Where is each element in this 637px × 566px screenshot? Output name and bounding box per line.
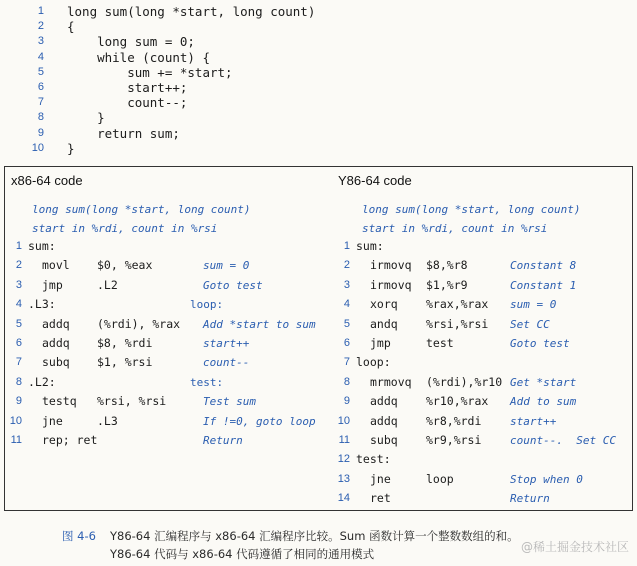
asm-instruction: rep; ret — [42, 433, 98, 447]
source-line — [0, 65, 637, 80]
asm-operands: (%rdi), %rax — [97, 316, 181, 331]
line-number: 5 — [343, 317, 350, 330]
asm-operands: .L2 — [97, 277, 118, 292]
x86-code-row — [6, 278, 326, 293]
line-number: 8 — [15, 375, 22, 388]
asm-instruction: addq — [42, 316, 70, 331]
asm-comment: Add to sum — [510, 395, 577, 409]
asm-operands: $0, %eax — [97, 258, 153, 273]
y86-signature-line1: long sum(long *start, long count) — [362, 203, 581, 216]
source-line — [0, 126, 637, 141]
asm-operands: $1, %rsi — [97, 355, 153, 370]
line-number: 2 — [37, 20, 44, 33]
source-line — [0, 34, 637, 49]
source-text: long sum = 0; — [67, 34, 195, 50]
line-number: 8 — [37, 111, 44, 124]
source-text: long sum(long *start, long count) — [67, 4, 316, 19]
source-text: } — [67, 140, 75, 156]
asm-operands: %rsi,%rsi — [426, 316, 489, 331]
line-number: 10 — [31, 141, 44, 154]
y86-code-row — [334, 433, 630, 448]
line-number: 4 — [15, 298, 22, 311]
asm-instruction: subq — [42, 355, 70, 370]
asm-comment: Constant 1 — [510, 278, 577, 292]
asm-comment: Goto test — [510, 337, 570, 350]
y86-code-row — [334, 297, 630, 312]
line-number: 7 — [37, 96, 44, 109]
caption-line-1: Y86-64 汇编程序与 x86-64 汇编程序比较。Sum 函数计算一个整数数组的和。 — [110, 529, 519, 543]
asm-label: loop: — [356, 355, 391, 370]
x86-code-row — [6, 297, 326, 312]
figure-label: 图 4-6 — [62, 529, 96, 543]
source-text: start++; — [67, 80, 188, 95]
x86-code-row — [6, 394, 326, 409]
line-number: 12 — [337, 453, 350, 466]
asm-operands: %r9,%rsi — [426, 433, 482, 447]
asm-operands: %r8,%rdi — [426, 413, 482, 428]
source-text: count--; — [67, 95, 188, 111]
asm-instruction: jne — [370, 471, 391, 486]
asm-comment: Return — [510, 492, 550, 506]
x86-code-row — [6, 355, 326, 370]
asm-operands: (%rdi),%r10 — [426, 374, 503, 389]
asm-instruction: addq — [370, 413, 398, 428]
asm-comment: Goto test — [203, 278, 263, 292]
asm-comment: Set CC — [510, 317, 550, 331]
line-number: 1 — [343, 240, 350, 252]
y86-code-row — [334, 317, 630, 332]
asm-instruction: movl — [42, 258, 70, 273]
line-number: 1 — [37, 5, 44, 17]
asm-comment: Get *start — [510, 375, 577, 389]
line-number: 3 — [15, 278, 22, 291]
line-number: 4 — [343, 298, 350, 311]
asm-instruction: jmp — [42, 277, 63, 292]
source-line — [0, 50, 637, 65]
source-line — [0, 110, 637, 125]
y86-code-row — [334, 375, 630, 390]
y86-code-row — [334, 239, 630, 254]
asm-label: .L3: — [28, 297, 56, 312]
asm-comment-label: loop: — [190, 298, 224, 312]
asm-instruction: addq — [370, 394, 398, 409]
line-number: 6 — [37, 81, 44, 93]
c-source-listing — [0, 0, 637, 160]
line-number: 10 — [9, 414, 22, 427]
asm-instruction: testq — [42, 394, 77, 409]
source-line — [0, 95, 637, 110]
x86-code-row — [6, 414, 326, 429]
asm-comment: sum = 0 — [510, 298, 557, 312]
asm-comment: Test sum — [203, 395, 256, 409]
watermark: @稀土掘金技术社区 — [520, 540, 629, 554]
asm-comment: count--. Set CC — [510, 434, 616, 447]
y86-code-row — [334, 491, 630, 506]
asm-instruction: jne — [42, 413, 63, 428]
line-number: 2 — [343, 259, 350, 272]
asm-instruction: irmovq — [370, 258, 412, 273]
asm-label: .L2: — [28, 374, 56, 389]
y86-header: Y86-64 code — [338, 173, 412, 188]
asm-comment: start++ — [510, 414, 557, 428]
source-text: sum += *start; — [67, 64, 233, 80]
asm-comment: Add *start to sum — [203, 317, 316, 331]
asm-label: sum: — [356, 239, 384, 253]
asm-operands: $8,%r8 — [426, 258, 468, 273]
asm-operands: %r10,%rax — [426, 394, 489, 409]
line-number: 3 — [37, 35, 44, 48]
line-number: 7 — [343, 356, 350, 369]
asm-operands: %rax,%rax — [426, 297, 489, 312]
y86-code-row — [334, 452, 630, 467]
asm-label: sum: — [28, 239, 56, 253]
source-line — [0, 4, 637, 19]
figure-caption — [0, 520, 637, 566]
asm-instruction: subq — [370, 433, 398, 447]
asm-operands: loop — [426, 471, 454, 486]
asm-instruction: mrmovq — [370, 374, 412, 389]
asm-comment-label: test: — [190, 375, 224, 389]
asm-comment: If !=0, goto loop — [203, 414, 316, 428]
x86-code-row — [6, 375, 326, 390]
source-text: while (count) { — [67, 49, 210, 65]
y86-signature-line2: start in %rdi, count in %rsi — [362, 222, 548, 235]
asm-comment: Return — [203, 434, 243, 447]
y86-code-row — [334, 258, 630, 273]
asm-instruction: addq — [42, 336, 70, 350]
x86-signature-line1: long sum(long *start, long count) — [32, 203, 251, 216]
x86-code-row — [6, 258, 326, 273]
line-number: 9 — [37, 126, 44, 139]
source-text: { — [67, 19, 75, 35]
asm-instruction: irmovq — [370, 277, 412, 292]
asm-comment: Stop when 0 — [510, 472, 583, 486]
asm-operands: %rsi, %rsi — [97, 394, 167, 409]
caption-line-2: Y86-64 代码与 x86-64 代码遵循了相同的通用模式 — [110, 547, 375, 561]
asm-comment: start++ — [203, 337, 250, 350]
y86-code-row — [334, 394, 630, 409]
x86-code-row — [6, 317, 326, 332]
line-number: 3 — [343, 278, 350, 291]
x86-code-row — [6, 239, 326, 254]
line-number: 13 — [337, 472, 350, 485]
asm-operands: $8, %rdi — [97, 336, 153, 350]
source-line — [0, 19, 637, 34]
asm-label: test: — [356, 452, 391, 467]
line-number: 5 — [15, 317, 22, 330]
asm-instruction: andq — [370, 316, 398, 331]
y86-code-row — [334, 278, 630, 293]
line-number: 1 — [15, 240, 22, 252]
y86-code-row — [334, 472, 630, 487]
line-number: 11 — [338, 434, 350, 446]
asm-comment: count-- — [203, 356, 250, 370]
line-number: 7 — [15, 356, 22, 369]
asm-instruction: xorq — [370, 297, 398, 312]
line-number: 6 — [15, 337, 22, 349]
x86-code-row — [6, 433, 326, 448]
y86-code-row — [334, 414, 630, 429]
asm-comment: sum = 0 — [203, 259, 250, 273]
assembly-comparison-table — [4, 166, 633, 511]
line-number: 6 — [343, 337, 350, 349]
asm-comment: Constant 8 — [510, 259, 577, 273]
line-number: 9 — [15, 395, 22, 408]
line-number: 9 — [343, 395, 350, 408]
asm-instruction: ret — [370, 491, 391, 506]
x86-header: x86-64 code — [11, 173, 83, 188]
line-number: 4 — [37, 50, 44, 63]
source-line — [0, 141, 637, 156]
asm-operands: $1,%r9 — [426, 277, 468, 292]
y86-code-row — [334, 336, 630, 351]
asm-operands: test — [426, 336, 454, 350]
line-number: 8 — [343, 375, 350, 388]
line-number: 14 — [337, 492, 350, 505]
source-text: return sum; — [67, 125, 180, 141]
source-line — [0, 80, 637, 95]
asm-operands: .L3 — [97, 413, 118, 428]
line-number: 5 — [37, 65, 44, 78]
y86-code-row — [334, 355, 630, 370]
x86-code-row — [6, 336, 326, 351]
line-number: 10 — [337, 414, 350, 427]
asm-instruction: jmp — [370, 336, 391, 350]
x86-signature-line2: start in %rdi, count in %rsi — [32, 222, 218, 235]
line-number: 2 — [15, 259, 22, 272]
line-number: 11 — [10, 434, 22, 446]
source-text: } — [67, 110, 105, 126]
